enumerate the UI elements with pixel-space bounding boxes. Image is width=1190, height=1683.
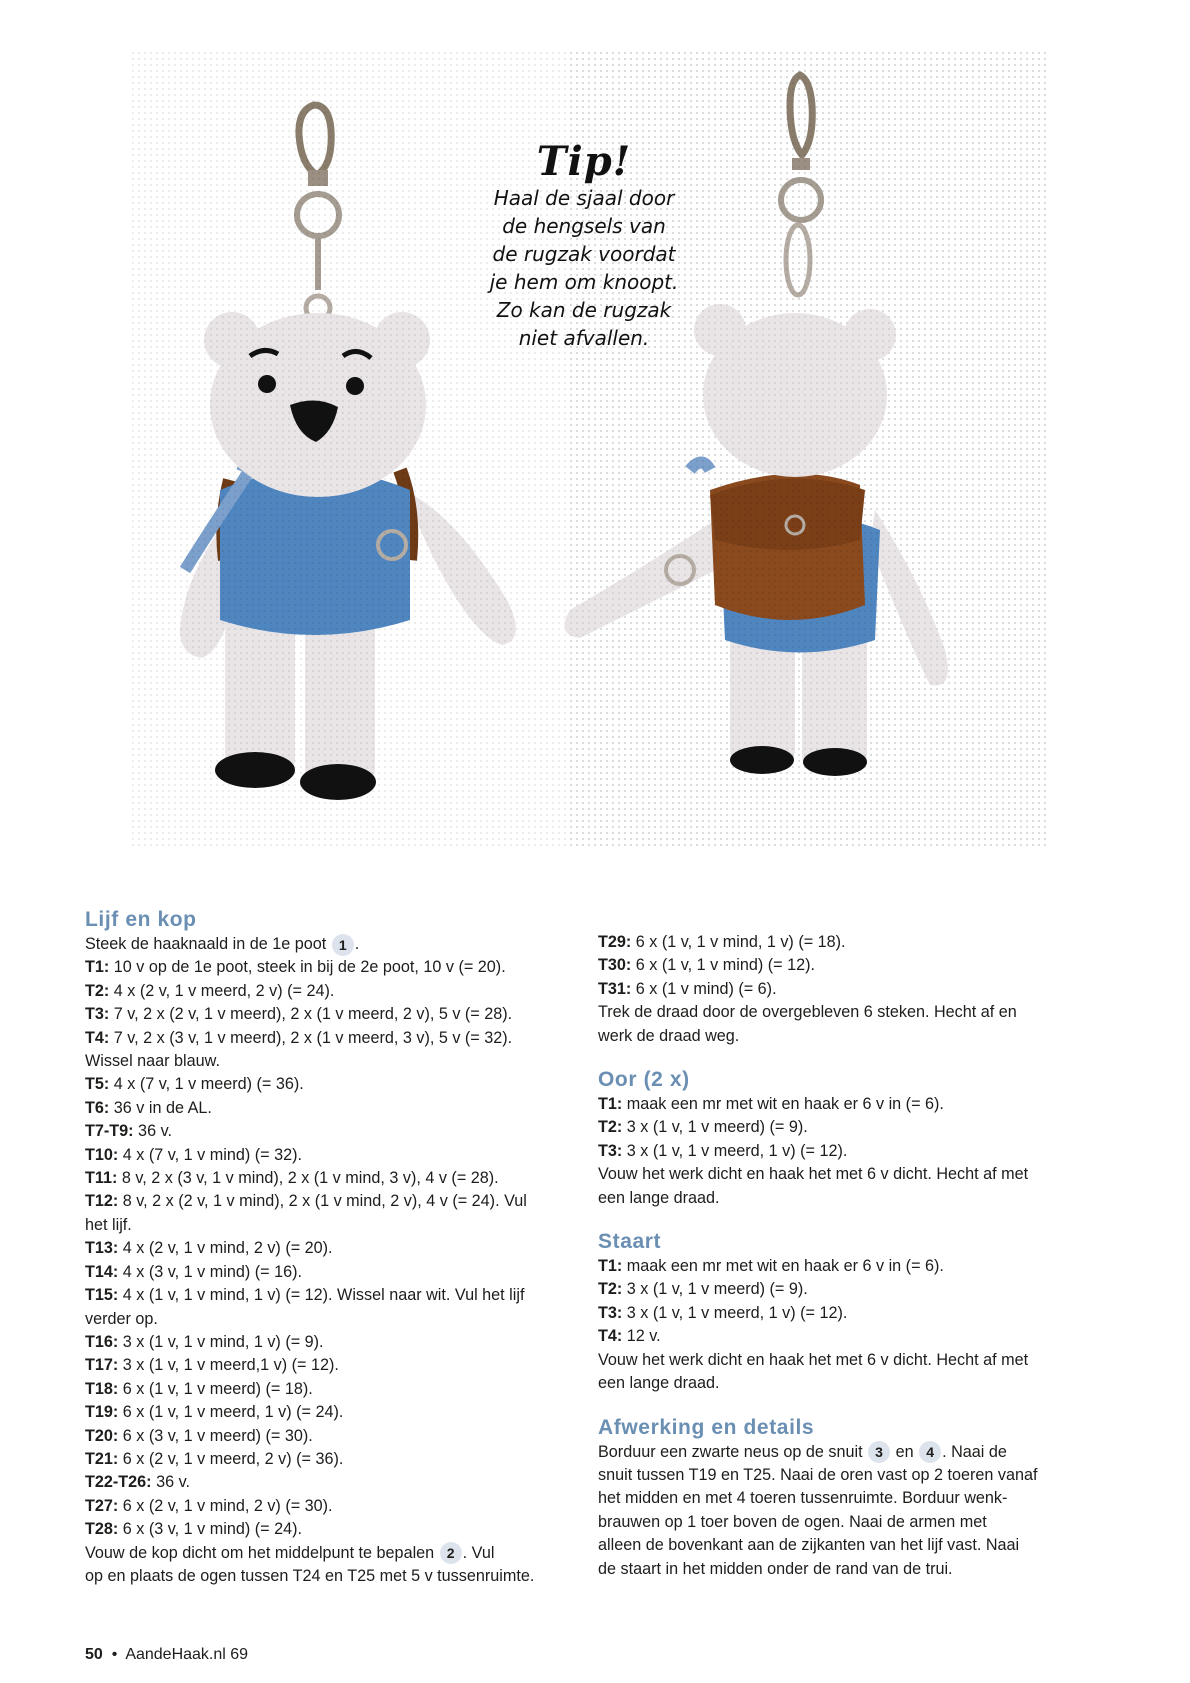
instruction-text: en	[895, 1442, 914, 1461]
instruction-line: Steek de haaknaald in de 1e poot 1 .	[85, 933, 575, 956]
instruction-line	[598, 1278, 1088, 1301]
row-label: T15:	[85, 1286, 119, 1305]
row-text: 10 v op de 1e poot, steek in bij de 2e poot, 10 v (= 20).	[109, 958, 506, 977]
instruction-line	[598, 1001, 1088, 1024]
instruction-line	[85, 1308, 575, 1331]
instruction-line	[85, 1120, 575, 1143]
row-text: Vouw het werk dicht en haak het met 6 v dicht. Hecht af met	[598, 1350, 1029, 1369]
row-label: T2:	[598, 1118, 623, 1137]
instruction-line	[85, 1097, 575, 1120]
row-text: Vouw het werk dicht en haak het met 6 v dicht. Hecht af met	[598, 1165, 1029, 1184]
row-text: 12 v.	[622, 1327, 661, 1346]
row-text: 6 x (1 v mind) (= 6).	[631, 979, 777, 998]
instruction-line	[598, 1116, 1088, 1139]
right-column	[598, 931, 1088, 1581]
instruction-text: . Naai de	[942, 1442, 1007, 1461]
instruction-line: brauwen op 1 toer boven de ogen. Naai de armen met	[598, 1512, 987, 1531]
tip-line: Zo kan de rugzak	[496, 298, 672, 322]
instruction-line	[85, 1214, 575, 1237]
instruction-text: Borduur een zwarte neus op de snuit	[598, 1442, 863, 1461]
instruction-line	[85, 1073, 575, 1096]
tip-line: je hem om knoopt.	[489, 270, 679, 294]
row-label: T31:	[598, 979, 632, 998]
row-text: 7 v, 2 x (3 v, 1 v meerd), 2 x (1 v meerd, 3 v), 5 v (= 32).	[109, 1028, 513, 1047]
step-badge: 2	[440, 1542, 462, 1564]
instruction-line: snuit tussen T19 en T25. Naai de oren vast op 2 toeren vanaf	[598, 1465, 1038, 1484]
row-label: T18:	[85, 1379, 119, 1398]
instruction-line	[598, 954, 1088, 977]
instruction-line	[85, 1401, 575, 1424]
row-label: T1:	[598, 1095, 623, 1114]
step-badge: 3	[868, 1441, 890, 1463]
row-text: 3 x (1 v, 1 v mind, 1 v) (= 9).	[118, 1332, 324, 1351]
instruction-line	[598, 1302, 1088, 1325]
instruction-text: . Vul	[462, 1543, 495, 1562]
tip-line: niet afvallen.	[518, 326, 650, 350]
row-label: T5:	[85, 1075, 110, 1094]
instruction-line: het midden en met 4 toeren tussenruimte. Borduur wenk-	[598, 1489, 1008, 1508]
instruction-line	[85, 1284, 575, 1307]
page-footer	[85, 1645, 248, 1665]
row-text: maak een mr met wit en haak er 6 v in (= 6).	[622, 1095, 944, 1114]
row-text: 6 x (1 v, 1 v meerd, 1 v) (= 24).	[118, 1403, 344, 1422]
row-text: 36 v in de AL.	[109, 1098, 212, 1117]
row-text: een lange draad.	[598, 1374, 720, 1393]
row-label: T29:	[598, 933, 632, 951]
row-text: verder op.	[85, 1309, 158, 1328]
instruction-line	[85, 1354, 575, 1377]
row-text: 6 x (1 v, 1 v mind, 1 v) (= 18).	[631, 933, 846, 951]
instruction-line: alleen de bovenkant aan de zijkanten van het lijf vast. Naai	[598, 1536, 1020, 1555]
section-heading-staart: Staart	[598, 1230, 662, 1254]
instruction-line	[85, 1448, 575, 1471]
publication-name: AandeHaak.nl 69	[125, 1646, 249, 1663]
instruction-line	[598, 1025, 1088, 1048]
instruction-line	[85, 1190, 575, 1213]
instruction-text: Vouw de kop dicht om het middelpunt te bepalen	[85, 1543, 435, 1562]
instruction-line	[598, 1441, 1088, 1464]
instruction-rows	[85, 956, 575, 1541]
page-number: 50	[85, 1646, 103, 1663]
row-text: 3 x (1 v, 1 v meerd) (= 9).	[622, 1118, 808, 1137]
row-text: 3 x (1 v, 1 v meerd,1 v) (= 12).	[118, 1356, 339, 1375]
instruction-line	[85, 1378, 575, 1401]
section-heading-afwerking: Afwerking en details	[598, 1415, 815, 1439]
row-text: maak een mr met wit en haak er 6 v in (= 6).	[622, 1257, 944, 1276]
instruction-line	[598, 1255, 1088, 1278]
row-text: 3 x (1 v, 1 v meerd) (= 9).	[622, 1280, 808, 1299]
row-label: T7-T9:	[85, 1122, 134, 1141]
row-label: T3:	[85, 1005, 110, 1024]
row-text: 6 x (2 v, 1 v mind, 2 v) (= 30).	[118, 1496, 333, 1515]
row-text: 8 v, 2 x (2 v, 1 v mind), 2 x (1 v mind, 2 v), 4 v (= 24). Vul	[118, 1192, 527, 1211]
tip-box	[474, 140, 694, 352]
step-badge: 1	[332, 934, 354, 956]
footer-separator: •	[111, 1646, 118, 1663]
instruction-line: op en plaats de ogen tussen T24 en T25 met 5 v tussenruimte.	[85, 1566, 535, 1585]
row-label: T6:	[85, 1098, 110, 1117]
section-heading-lijf-en-kop: Lijf en kop	[85, 908, 197, 931]
instruction-line	[85, 1471, 575, 1494]
instruction-line	[85, 1495, 575, 1518]
row-text: 6 x (3 v, 1 v mind) (= 24).	[118, 1520, 302, 1539]
row-label: T2:	[598, 1280, 623, 1299]
instruction-line	[85, 1261, 575, 1284]
row-text: het lijf.	[85, 1215, 132, 1234]
instruction-line	[85, 1542, 575, 1565]
row-label: T21:	[85, 1449, 119, 1468]
row-text: 36 v.	[133, 1122, 172, 1141]
row-text: 8 v, 2 x (3 v, 1 v mind), 2 x (1 v mind, 3 v), 4 v (= 28).	[117, 1169, 499, 1188]
row-label: T19:	[85, 1403, 119, 1422]
instruction-line	[85, 1003, 575, 1026]
row-text: 36 v.	[151, 1473, 190, 1492]
row-label: T4:	[85, 1028, 110, 1047]
row-text: 4 x (3 v, 1 v mind) (= 16).	[118, 1262, 302, 1281]
instruction-line: de staart in het midden onder de rand van de trui.	[598, 1559, 953, 1578]
instruction-line	[85, 1167, 575, 1190]
row-label: T10:	[85, 1145, 119, 1164]
row-text: 7 v, 2 x (2 v, 1 v meerd), 2 x (1 v meerd, 2 v), 5 v (= 28).	[109, 1005, 513, 1024]
row-text: 4 x (7 v, 1 v mind) (= 32).	[118, 1145, 302, 1164]
instruction-line	[85, 1237, 575, 1260]
row-label: T28:	[85, 1520, 119, 1539]
row-text: Wissel naar blauw.	[85, 1052, 220, 1071]
instruction-text: Steek de haaknaald in de 1e poot	[85, 935, 327, 953]
instruction-rows	[598, 931, 1088, 1048]
tip-line: Haal de sjaal door	[493, 186, 675, 210]
tip-title: Tip!	[536, 138, 632, 185]
row-text: een lange draad.	[598, 1188, 720, 1207]
row-text: 4 x (1 v, 1 v mind, 1 v) (= 12). Wissel naar wit. Vul het lijf	[118, 1286, 525, 1305]
instruction-line	[598, 1372, 1088, 1395]
instruction-line	[598, 1187, 1088, 1210]
row-text: 4 x (7 v, 1 v meerd) (= 36).	[109, 1075, 304, 1094]
row-text: 4 x (2 v, 1 v meerd, 2 v) (= 24).	[109, 981, 335, 1000]
row-label: T17:	[85, 1356, 119, 1375]
step-badge: 4	[919, 1441, 941, 1463]
tip-line: de rugzak voordat	[492, 242, 676, 266]
row-label: T4:	[598, 1327, 623, 1346]
row-label: T2:	[85, 981, 110, 1000]
row-label: T14:	[85, 1262, 119, 1281]
row-text: werk de draad weg.	[598, 1026, 740, 1045]
row-text: 6 x (2 v, 1 v meerd, 2 v) (= 36).	[118, 1449, 344, 1468]
row-label: T12:	[85, 1192, 119, 1211]
instruction-line	[85, 1425, 575, 1448]
row-label: T3:	[598, 1303, 623, 1322]
instruction-line	[85, 1331, 575, 1354]
tip-line: de hengsels van	[502, 214, 666, 238]
row-text: Trek de draad door de overgebleven 6 steken. Hecht af en	[598, 1003, 1017, 1022]
row-label: T1:	[598, 1257, 623, 1276]
instruction-line	[85, 1518, 575, 1541]
left-column	[85, 906, 575, 1588]
instruction-line	[85, 1144, 575, 1167]
row-text: 6 x (1 v, 1 v mind) (= 12).	[631, 956, 815, 975]
instruction-line	[598, 1349, 1088, 1372]
row-label: T16:	[85, 1332, 119, 1351]
row-text: 6 x (3 v, 1 v meerd) (= 30).	[118, 1426, 313, 1445]
row-label: T3:	[598, 1141, 623, 1160]
row-label: T13:	[85, 1239, 119, 1258]
row-label: T22-T26:	[85, 1473, 152, 1492]
instruction-line	[598, 931, 1088, 954]
instruction-rows	[598, 1255, 1088, 1395]
row-text: 6 x (1 v, 1 v meerd) (= 18).	[118, 1379, 313, 1398]
instruction-line	[598, 1163, 1088, 1186]
row-text: 4 x (2 v, 1 v mind, 2 v) (= 20).	[118, 1239, 333, 1258]
instruction-line	[85, 980, 575, 1003]
instruction-line	[85, 956, 575, 979]
instruction-line	[598, 1093, 1088, 1116]
row-label: T20:	[85, 1426, 119, 1445]
instruction-line	[598, 978, 1088, 1001]
row-label: T30:	[598, 956, 632, 975]
instruction-rows	[598, 1093, 1088, 1210]
row-text: 3 x (1 v, 1 v meerd, 1 v) (= 12).	[622, 1141, 848, 1160]
row-text: 3 x (1 v, 1 v meerd, 1 v) (= 12).	[622, 1303, 848, 1322]
instruction-line	[598, 1140, 1088, 1163]
row-label: T11:	[85, 1169, 118, 1188]
section-heading-oor: Oor (2 x)	[598, 1068, 690, 1092]
instruction-line	[85, 1027, 575, 1050]
row-label: T1:	[85, 958, 110, 977]
row-label: T27:	[85, 1496, 119, 1515]
instruction-line	[598, 1325, 1088, 1348]
instruction-line	[85, 1050, 575, 1073]
